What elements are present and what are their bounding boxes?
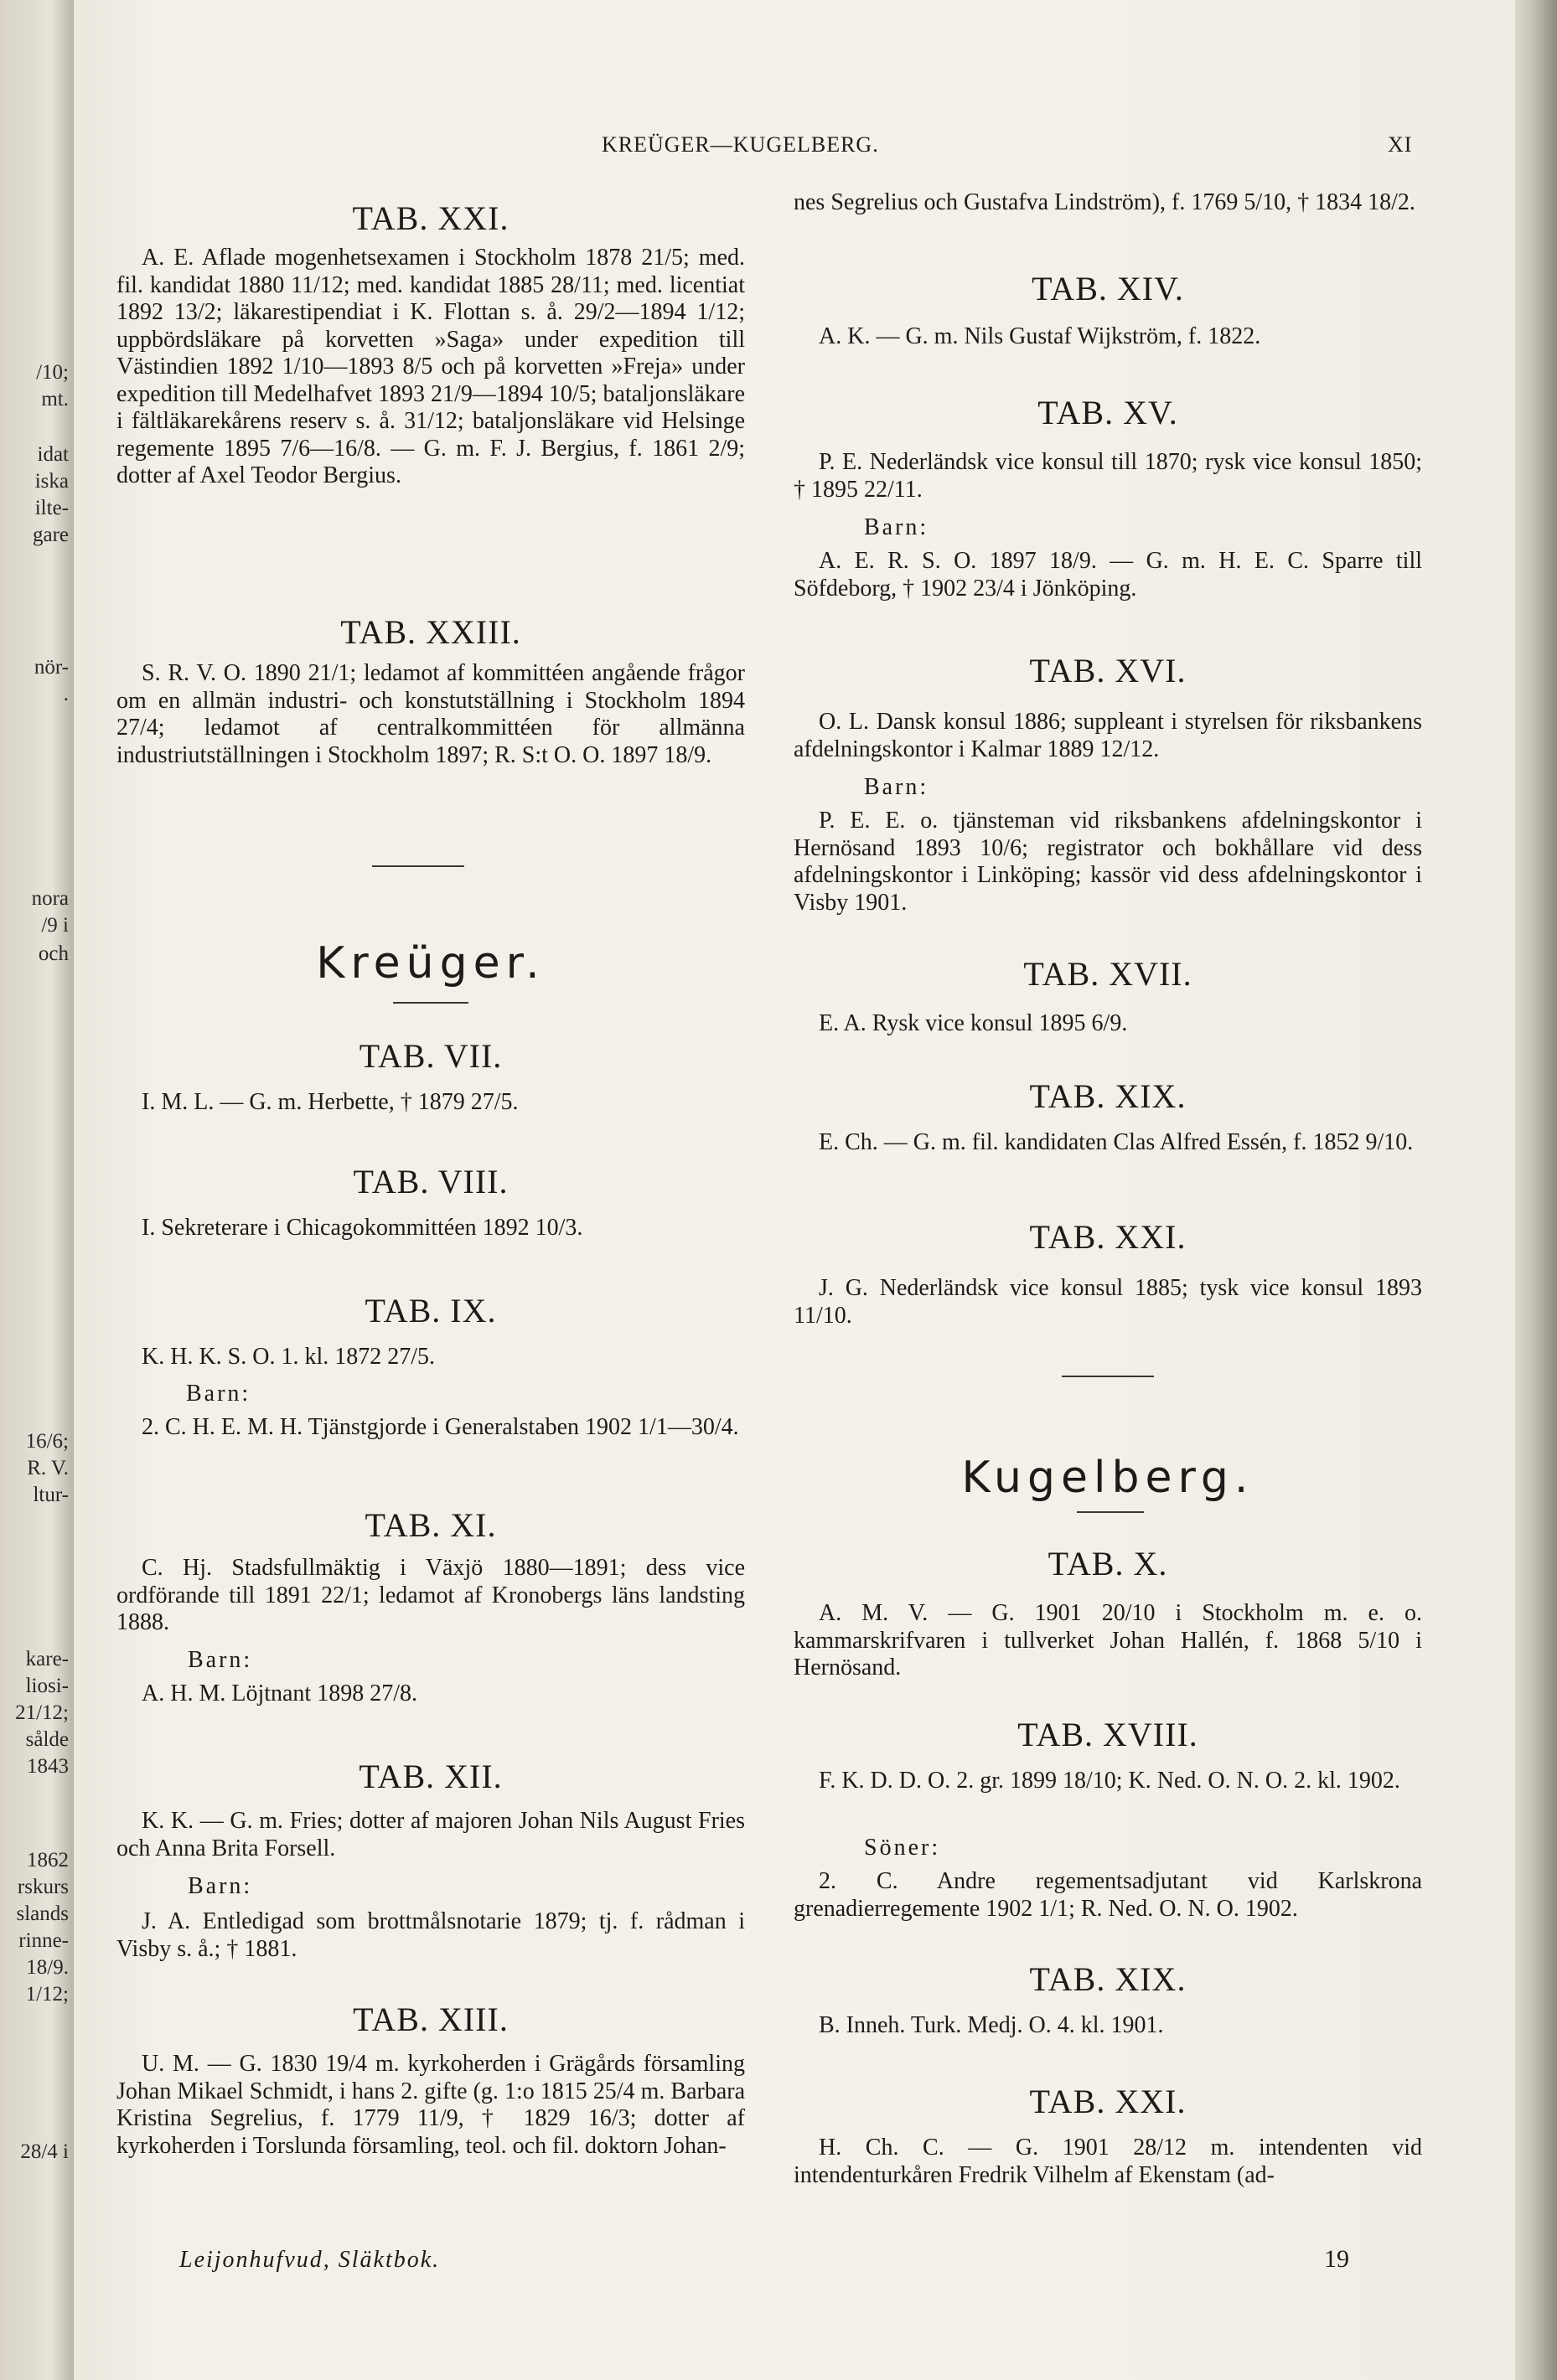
fragment: gare <box>32 524 69 546</box>
entry-text: A. E. R. S. O. 1897 18/9. — G. m. H. E. C. Sparre till Söfdeborg, † 1902 23/4 i Jönköping. <box>794 548 1422 601</box>
fragment: 18/9. <box>26 1956 69 1979</box>
fragment: iska <box>34 470 69 493</box>
entry-text: J. A. Entledigad som brottmålsnotarie 1879; tj. f. rådman i Visby s. å.; † 1881. <box>116 1908 745 1962</box>
section-heading: TAB. XXIII. <box>340 613 521 651</box>
fragment: /10; <box>36 361 69 384</box>
fragment: och <box>38 942 69 965</box>
fragment: R. V. <box>27 1457 69 1479</box>
fragment: 1843 <box>27 1755 69 1778</box>
fragment: nör- <box>34 656 69 679</box>
section-heading: TAB. XXI. <box>1029 2083 1187 2120</box>
separator-rule <box>1077 1511 1144 1513</box>
page-numeral: XI <box>1388 132 1413 157</box>
family-heading: Kreüger. <box>316 938 546 989</box>
children-label: Barn: <box>188 1647 253 1673</box>
fragment: 1/12; <box>25 1983 69 2006</box>
entry-text: C. Hj. Stadsfullmäktig i Växjö 1880—1891; dess vice ordförande till 1891 22/1; ledamot af Kronobergs läns landsting 1888. <box>116 1555 745 1635</box>
entry-text: I. Sekreterare i Chicagokommittéen 1892 10/3. <box>142 1215 583 1241</box>
running-header: KREÜGER—KUGELBERG. <box>602 132 879 157</box>
fragment: 1862 <box>27 1849 69 1871</box>
entry-text: A. H. M. Löjtnant 1898 27/8. <box>142 1680 417 1706</box>
fragment: . <box>63 683 69 705</box>
entry-text: 2. C. Andre regementsadjutant vid Karlskrona grenadierregemente 1902 1/1; R. Ned. O. N. O. 1902. <box>794 1868 1422 1922</box>
page-edge-right <box>1515 0 1557 2380</box>
fragment: 21/12; <box>15 1701 69 1724</box>
section-heading: TAB. IX. <box>365 1292 497 1329</box>
children-label: Barn: <box>186 1381 251 1407</box>
section-heading: TAB. XIX. <box>1029 1077 1187 1115</box>
entry-text: A. K. — G. m. Nils Gustaf Wijkström, f. 1822. <box>819 323 1261 349</box>
children-label: Barn: <box>864 774 929 800</box>
entry-text: B. Inneh. Turk. Medj. O. 4. kl. 1901. <box>819 2012 1164 2038</box>
section-heading: TAB. XIII. <box>353 2001 509 2038</box>
fragment: sålde <box>25 1728 69 1751</box>
fragment: liosi- <box>25 1675 69 1697</box>
fragment: kare- <box>25 1648 69 1670</box>
fragment: ilte- <box>34 497 69 519</box>
entry-text: K. K. — G. m. Fries; dotter af majoren Johan Nils August Fries och Anna Brita Forsell. <box>116 1808 745 1861</box>
fragment: idat <box>37 443 69 466</box>
entry-text: 2. C. H. E. M. H. Tjänstgjorde i Generalstaben 1902 1/1—30/4. <box>142 1414 739 1440</box>
section-heading: TAB. XV. <box>1037 394 1178 431</box>
entry-text: U. M. — G. 1830 19/4 m. kyrkoherden i Grägårds församling Johan Mikael Schmidt, i hans 2. gifte (g. 1:o 1815 25/4 m. Barbara Kristina Segrelius, f. 1779 11/9, † 1829 16/3; dotter af kyrkoherden i Torslunda församling, teol. och fil. doktorn Johan- <box>116 2051 745 2159</box>
section-heading: TAB. VIII. <box>353 1163 509 1200</box>
section-heading: TAB. XII. <box>359 1758 503 1795</box>
section-heading: TAB. XVIII. <box>1017 1716 1198 1753</box>
children-label: Barn: <box>864 514 929 540</box>
sons-label: Söner: <box>864 1835 941 1861</box>
fragment: ltur- <box>33 1484 69 1506</box>
fragment: slands <box>16 1902 69 1925</box>
separator-rule <box>372 865 464 867</box>
fragment: 28/4 i <box>20 2140 69 2163</box>
entry-text: E. Ch. — G. m. fil. kandidaten Clas Alfred Essén, f. 1852 9/10. <box>819 1129 1414 1155</box>
entry-text: A. M. V. — G. 1901 20/10 i Stockholm m. e. o. kammarskrifvaren i tullverket Johan Hallén, f. 1868 5/10 i Hernösand. <box>794 1600 1422 1680</box>
entry-text: J. G. Nederländsk vice konsul 1885; tysk vice konsul 1893 11/10. <box>794 1275 1422 1329</box>
previous-page-edge <box>0 0 74 2380</box>
section-heading: TAB. VII. <box>359 1037 503 1075</box>
section-heading: TAB. XIX. <box>1029 1960 1187 1998</box>
entry-text: I. M. L. — G. m. Herbette, † 1879 27/5. <box>142 1089 519 1115</box>
section-heading: TAB. XI. <box>365 1506 497 1544</box>
fragment: mt. <box>41 388 69 410</box>
entry-text: F. K. D. D. O. 2. gr. 1899 18/10; K. Ned. O. N. O. 2. kl. 1902. <box>819 1768 1400 1794</box>
section-heading: TAB. XIV. <box>1032 270 1184 307</box>
entry-text: O. L. Dansk konsul 1886; suppleant i styrelsen för riksbankens afdelningskontor i Kalmar 1889 12/12. <box>794 709 1422 762</box>
separator-rule <box>393 1002 468 1004</box>
entry-text: P. E. Nederländsk vice konsul till 1870; rysk vice konsul 1850; † 1895 22/11. <box>794 449 1422 503</box>
separator-rule <box>1062 1376 1154 1377</box>
footer-book-title: Leijonhufvud, Släktbok. <box>179 2247 441 2273</box>
footer-page-number: 19 <box>1324 2245 1349 2273</box>
children-label: Barn: <box>188 1873 253 1899</box>
fragment: rskurs <box>17 1876 69 1898</box>
section-heading: TAB. XVI. <box>1029 652 1187 689</box>
fragment: 16/6; <box>25 1430 69 1453</box>
section-heading: TAB. XXI. <box>1029 1218 1187 1256</box>
section-heading: TAB. XXI. <box>352 199 510 237</box>
entry-text: S. R. V. O. 1890 21/1; ledamot af kommittéen angående frågor om en allmän industri- och konstutställning i Stockholm 1894 27/4; ledamot af centralkommittéen för allmänna industriutställningen i Stockholm 1897; R. S:t O. O. 1897 18/9. <box>116 660 745 768</box>
entry-text: nes Segrelius och Gustafva Lindström), f. 1769 5/10, † 1834 18/2. <box>794 189 1415 215</box>
fragment: /9 i <box>41 914 69 937</box>
fragment: nora <box>31 887 69 910</box>
section-heading: TAB. XVII. <box>1023 955 1192 993</box>
fragment: rinne- <box>18 1929 69 1952</box>
entry-text: E. A. Rysk vice konsul 1895 6/9. <box>819 1010 1128 1036</box>
section-heading: TAB. X. <box>1047 1545 1168 1582</box>
entry-text: A. E. Aflade mogenhetsexamen i Stockholm 1878 21/5; med. fil. kandidat 1880 11/12; med. kandidat 1885 28/11; med. licentiat 1892 13/2; läkarestipendiat i K. Flottan s. å. 29/2—1894 1/12; uppbördsläkare på korvetten »Saga» under expedition till Västindien 1892 1/10—1893 8/5 och på korvetten »Freja» under expedition till Medelhafvet 1893 21/9—1894 10/5; bataljonsläkare i fältläkarekårens reserv s. å. 31/12; bataljonsläkare vid Helsinge regemente 1895 7/6—16/8. — G. m. F. J. Bergius, f. 1861 2/9; dotter af Axel Teodor Bergius. <box>116 245 745 488</box>
family-heading: Kugelberg. <box>961 1453 1254 1503</box>
entry-text: H. Ch. C. — G. 1901 28/12 m. intendenten vid intendenturkåren Fredrik Vilhelm af Ekenstam (ad- <box>794 2135 1422 2188</box>
entry-text: K. H. K. S. O. 1. kl. 1872 27/5. <box>142 1344 436 1370</box>
entry-text: P. E. E. o. tjänsteman vid riksbankens afdelningskontor i Hernösand 1893 10/6; registrator och bokhållare vid dess afdelningskontor i Linköping; kassör vid dess afdelningskontor i Visby 1901. <box>794 808 1422 916</box>
